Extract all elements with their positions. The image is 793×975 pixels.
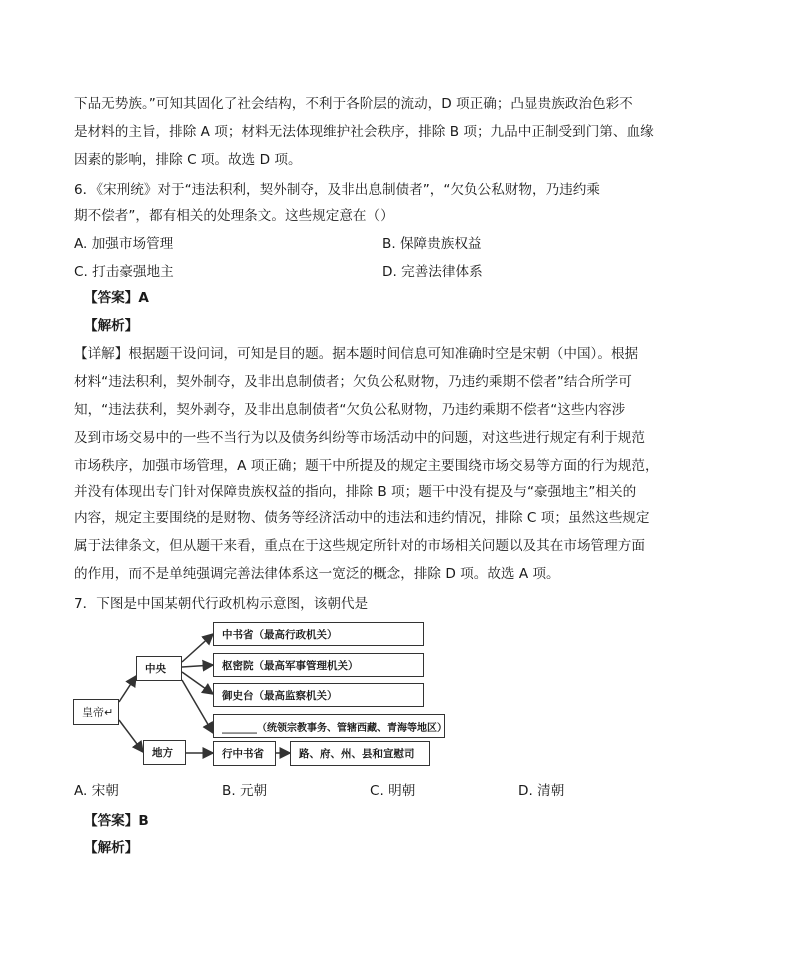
q6-option-a: A. 加强市场管理 — [74, 236, 174, 252]
shumi-box: 枢密院（最高军事管理机关） — [213, 653, 424, 677]
local-box: 地方 — [143, 740, 186, 765]
q6-option-c: C. 打击豪强地主 — [74, 264, 174, 280]
q6-option-d: D. 完善法律体系 — [382, 264, 483, 280]
emperor-box: 皇帝↵ — [73, 699, 119, 725]
q7-option-d: D. 清朝 — [518, 783, 565, 799]
q7-option-a: A. 宋朝 — [74, 783, 119, 799]
detail-line: 属于法律条文，但从题干来看，重点在于这些规定所针对的市场相关问题以及其在市场管理方面 — [74, 538, 645, 554]
blank-agency-box: _______（统领宗教事务、管辖西藏、青海等地区） — [213, 714, 445, 738]
question-6-stem: 6．《宋刑统》对于“违法积利，契外制夺，及非出息制债者”，“欠负公私财物，乃违约乘 — [74, 182, 600, 198]
q7-option-b: B. 元朝 — [222, 783, 268, 799]
question-7-stem: 7．下图是中国某朝代行政机构示意图，该朝代是 — [74, 596, 369, 612]
lu-fu-zhou-xian-box: 路、府、州、县和宣慰司 — [290, 741, 430, 766]
yushi-box: 御史台（最高监察机关） — [213, 683, 424, 707]
q6-analysis-label: 【解析】 — [84, 318, 139, 334]
q6-answer: 【答案】A — [84, 290, 149, 306]
q7-option-c: C. 明朝 — [370, 783, 416, 799]
q7-analysis-label: 【解析】 — [84, 840, 139, 856]
detail-line: 【详解】根据题干设问词，可知是目的题。据本题时间信息可知准确时空是宋朝（中国）。根据 — [74, 346, 639, 362]
q6-option-b: B. 保障贵族权益 — [382, 236, 482, 252]
text-line: 因素的影响，排除 C 项。故选 D 项。 — [74, 152, 302, 168]
question-6-stem: 期不偿者”，都有相关的处理条文。这些规定意在（） — [74, 208, 394, 224]
detail-line: 的作用，而不是单纯强调完善法律体系这一宽泛的概念，排除 D 项。故选 A 项。 — [74, 566, 560, 582]
detail-line: 内容，规定主要围绕的是财物、债务等经济活动中的违法和违约情况，排除 C 项；虽然这些规定 — [74, 510, 650, 526]
text-line: 是材料的主旨，排除 A 项；材料无法体现维护社会秩序，排除 B 项；九品中正制受到门第、血缘 — [74, 124, 654, 140]
xingzhongshu-box: 行中书省 — [213, 741, 276, 766]
detail-line: 知，“违法获利，契外剥夺，及非出息制债者“欠负公私财物，乃违约乘期不偿者“这些内容涉 — [74, 402, 626, 418]
zhongshu-box: 中书省（最高行政机关） — [213, 622, 424, 646]
detail-line: 材料“违法积利，契外制夺，及非出息制债者；欠负公私财物，乃违约乘期不偿者”结合所学可 — [74, 374, 632, 390]
detail-line: 并没有体现出专门针对保障贵族权益的指向，排除 B 项；题干中没有提及与“豪强地主”相关的 — [74, 484, 637, 500]
text-line: 下品无势族。”可知其固化了社会结构，不利于各阶层的流动，D 项正确；凸显贵族政治色彩不 — [74, 96, 633, 112]
q7-answer: 【答案】B — [84, 813, 149, 829]
detail-line: 及到市场交易中的一些不当行为以及债务纠纷等市场活动中的问题，对这些进行规定有利于规范 — [74, 430, 645, 446]
detail-line: 市场秩序，加强市场管理，A 项正确；题干中所提及的规定主要围绕市场交易等方面的行为规范， — [74, 458, 659, 474]
central-box: 中央 — [136, 656, 182, 681]
